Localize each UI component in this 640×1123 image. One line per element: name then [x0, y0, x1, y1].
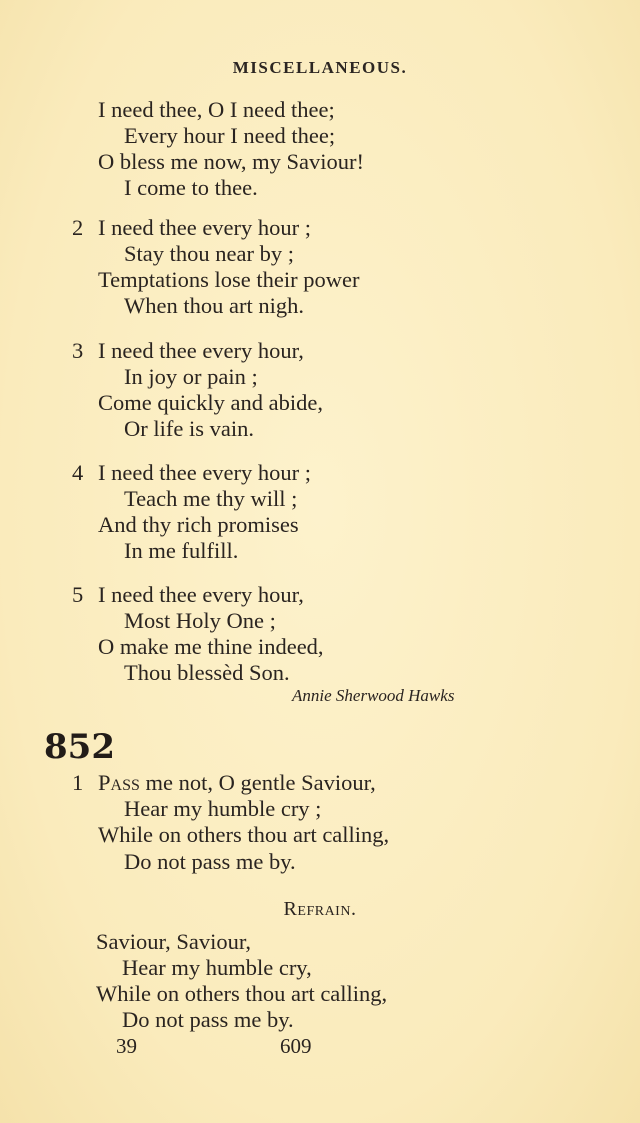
- verse-line: I come to thee.: [124, 175, 258, 200]
- verse-line: I need thee, O I need thee;: [98, 97, 335, 122]
- refrain-line: While on others thou art calling,: [96, 981, 388, 1006]
- verse-line: O make me thine indeed,: [98, 634, 324, 659]
- verse-first-word: Pass: [98, 770, 140, 795]
- verse-line: I need thee every hour ;: [98, 215, 312, 240]
- verse-line: Every hour I need thee;: [124, 123, 336, 148]
- refrain-line: Saviour, Saviour,: [96, 929, 252, 954]
- refrain-heading: Refrain.: [283, 898, 357, 920]
- verse-line: O bless me now, my Saviour!: [98, 149, 365, 174]
- hymn-number: 852: [44, 727, 115, 767]
- verse-line: While on others thou art calling,: [98, 822, 390, 847]
- page-number: 609: [280, 1034, 312, 1058]
- verse-line: I need thee every hour,: [98, 338, 304, 363]
- refrain-line: Hear my humble cry,: [122, 955, 312, 980]
- verse-line: I need thee every hour ;: [98, 460, 312, 485]
- verse-line: And thy rich promises: [98, 512, 299, 537]
- page-header: MISCELLANEOUS.: [232, 58, 408, 77]
- verse-line: Teach me thy will ;: [124, 486, 298, 511]
- refrain-line: Do not pass me by.: [122, 1007, 294, 1032]
- verse-line: Thou blessèd Son.: [124, 660, 290, 685]
- verse-line: Or life is vain.: [124, 416, 254, 441]
- verse-line: I need thee every hour,: [98, 582, 304, 607]
- verse-line: Do not pass me by.: [124, 849, 296, 874]
- verse-number: 4: [72, 460, 84, 485]
- verse-number: 5: [72, 582, 84, 607]
- verse-number: 3: [72, 338, 84, 363]
- verse-number: 2: [72, 215, 84, 240]
- verse-line: In joy or pain ;: [124, 364, 258, 389]
- verse-first-line-rest: me not, O gentle Saviour,: [139, 770, 376, 795]
- verse-line: Come quickly and abide,: [98, 390, 323, 415]
- verse-line: Most Holy One ;: [124, 608, 276, 633]
- verse-line: In me fulfill.: [124, 538, 239, 563]
- verse-line: Stay thou near by ;: [124, 241, 294, 266]
- verse-line: [98, 772, 376, 795]
- verse-line: Temptations lose their power: [98, 267, 360, 292]
- signature-mark: 39: [116, 1034, 137, 1058]
- verse-number: 1: [72, 770, 84, 795]
- verse-line: Hear my humble cry ;: [124, 796, 322, 821]
- author-credit: Annie Sherwood Hawks: [292, 686, 455, 705]
- verse-line: When thou art nigh.: [124, 293, 304, 318]
